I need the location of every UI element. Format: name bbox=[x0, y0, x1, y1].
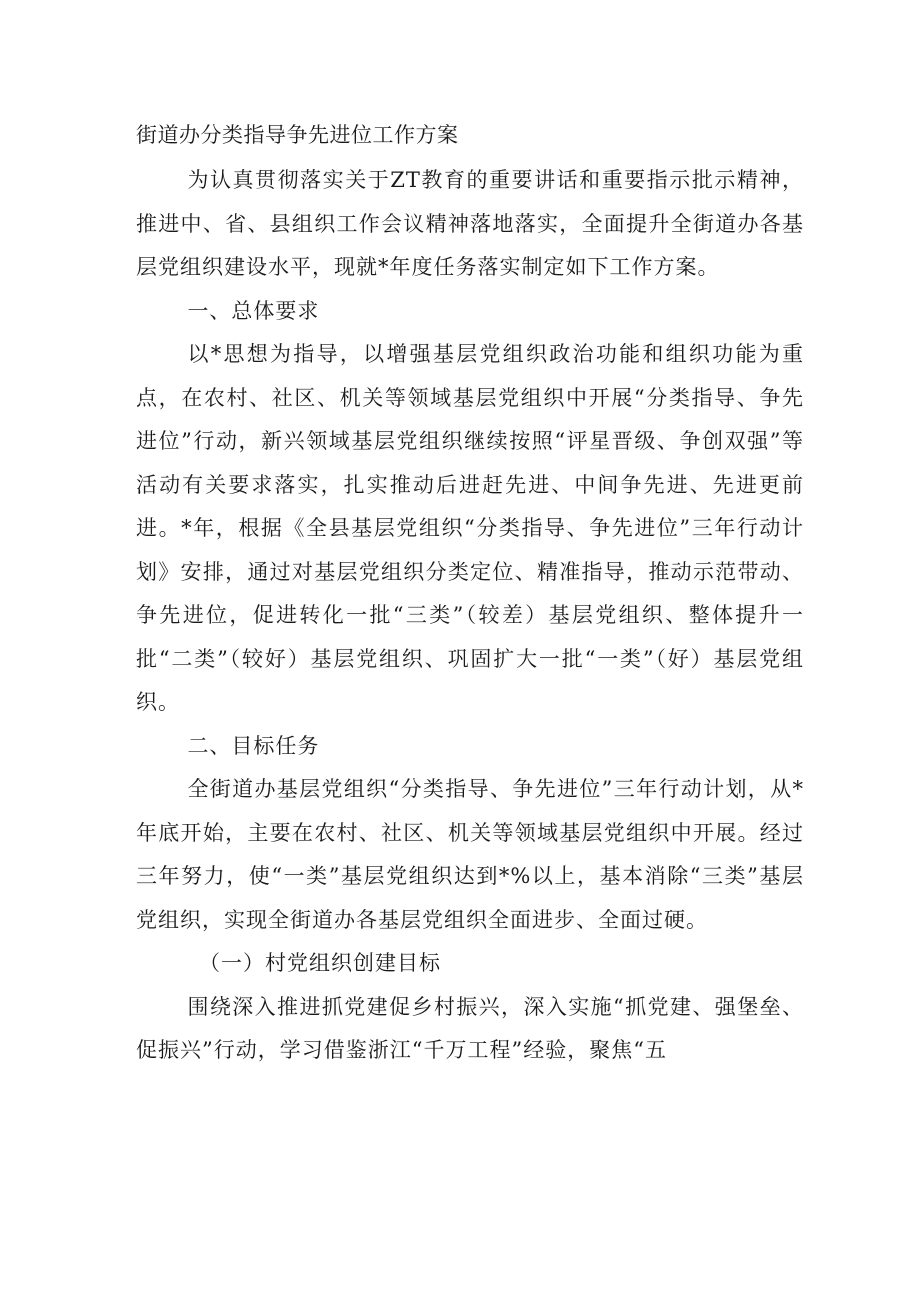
subsection-heading-village-party-goals: （一）村党组织创建目标 bbox=[199, 951, 441, 975]
document-body bbox=[136, 112, 804, 1073]
village-party-goals-paragraph: 围绕深入推进抓党建促乡村振兴，深入实施“抓党建、强堡垒、促振兴”行动，学习借鉴浙江“千万工程”经验，聚焦“五 bbox=[136, 994, 804, 1062]
document-title: 街道办分类指导争先进位工作方案 bbox=[136, 123, 459, 147]
goals-tasks-paragraph: 全街道办基层党组织“分类指导、争先进位”三年行动计划，从*年底开始，主要在农村、社区、机关等领域基层党组织中开展。经过三年努力，使“一类”基层党组织达到*%以上，基本消除“三类”基层党组织，实现全街道办各基层党组织全面进步、全面过硬。 bbox=[136, 777, 804, 932]
intro-paragraph: 为认真贯彻落实关于ZT教育的重要讲话和重要指示批示精神，推进中、省、县组织工作会议精神落地落实，全面提升全街道办各基层党组织建设水平，现就*年度任务落实制定如下工作方案。 bbox=[136, 168, 804, 279]
section-heading-general-requirements: 一、总体要求 bbox=[187, 298, 320, 323]
section-heading-goals-tasks: 二、目标任务 bbox=[187, 733, 320, 758]
general-requirements-paragraph: 以*思想为指导，以增强基层党组织政治功能和组织功能为重点，在农村、社区、机关等领域基层党组织中开展“分类指导、争先进位”行动，新兴领域基层党组织继续按照“评星晋级、争创双强”等活动有关要求落实，扎实推动后进赶先进、中间争先进、先进更前进。*年，根据《全县基层党组织“分类指导、争先进位”三年行动计划》安排，通过对基层党组织分类定位、精准指导，推动示范带动、争先进位，促进转化一批“三类”（较差）基层党组织、整体提升一批“二类”（较好）基层党组织、巩固扩大一批“一类”（好）基层党组织。 bbox=[136, 342, 804, 714]
